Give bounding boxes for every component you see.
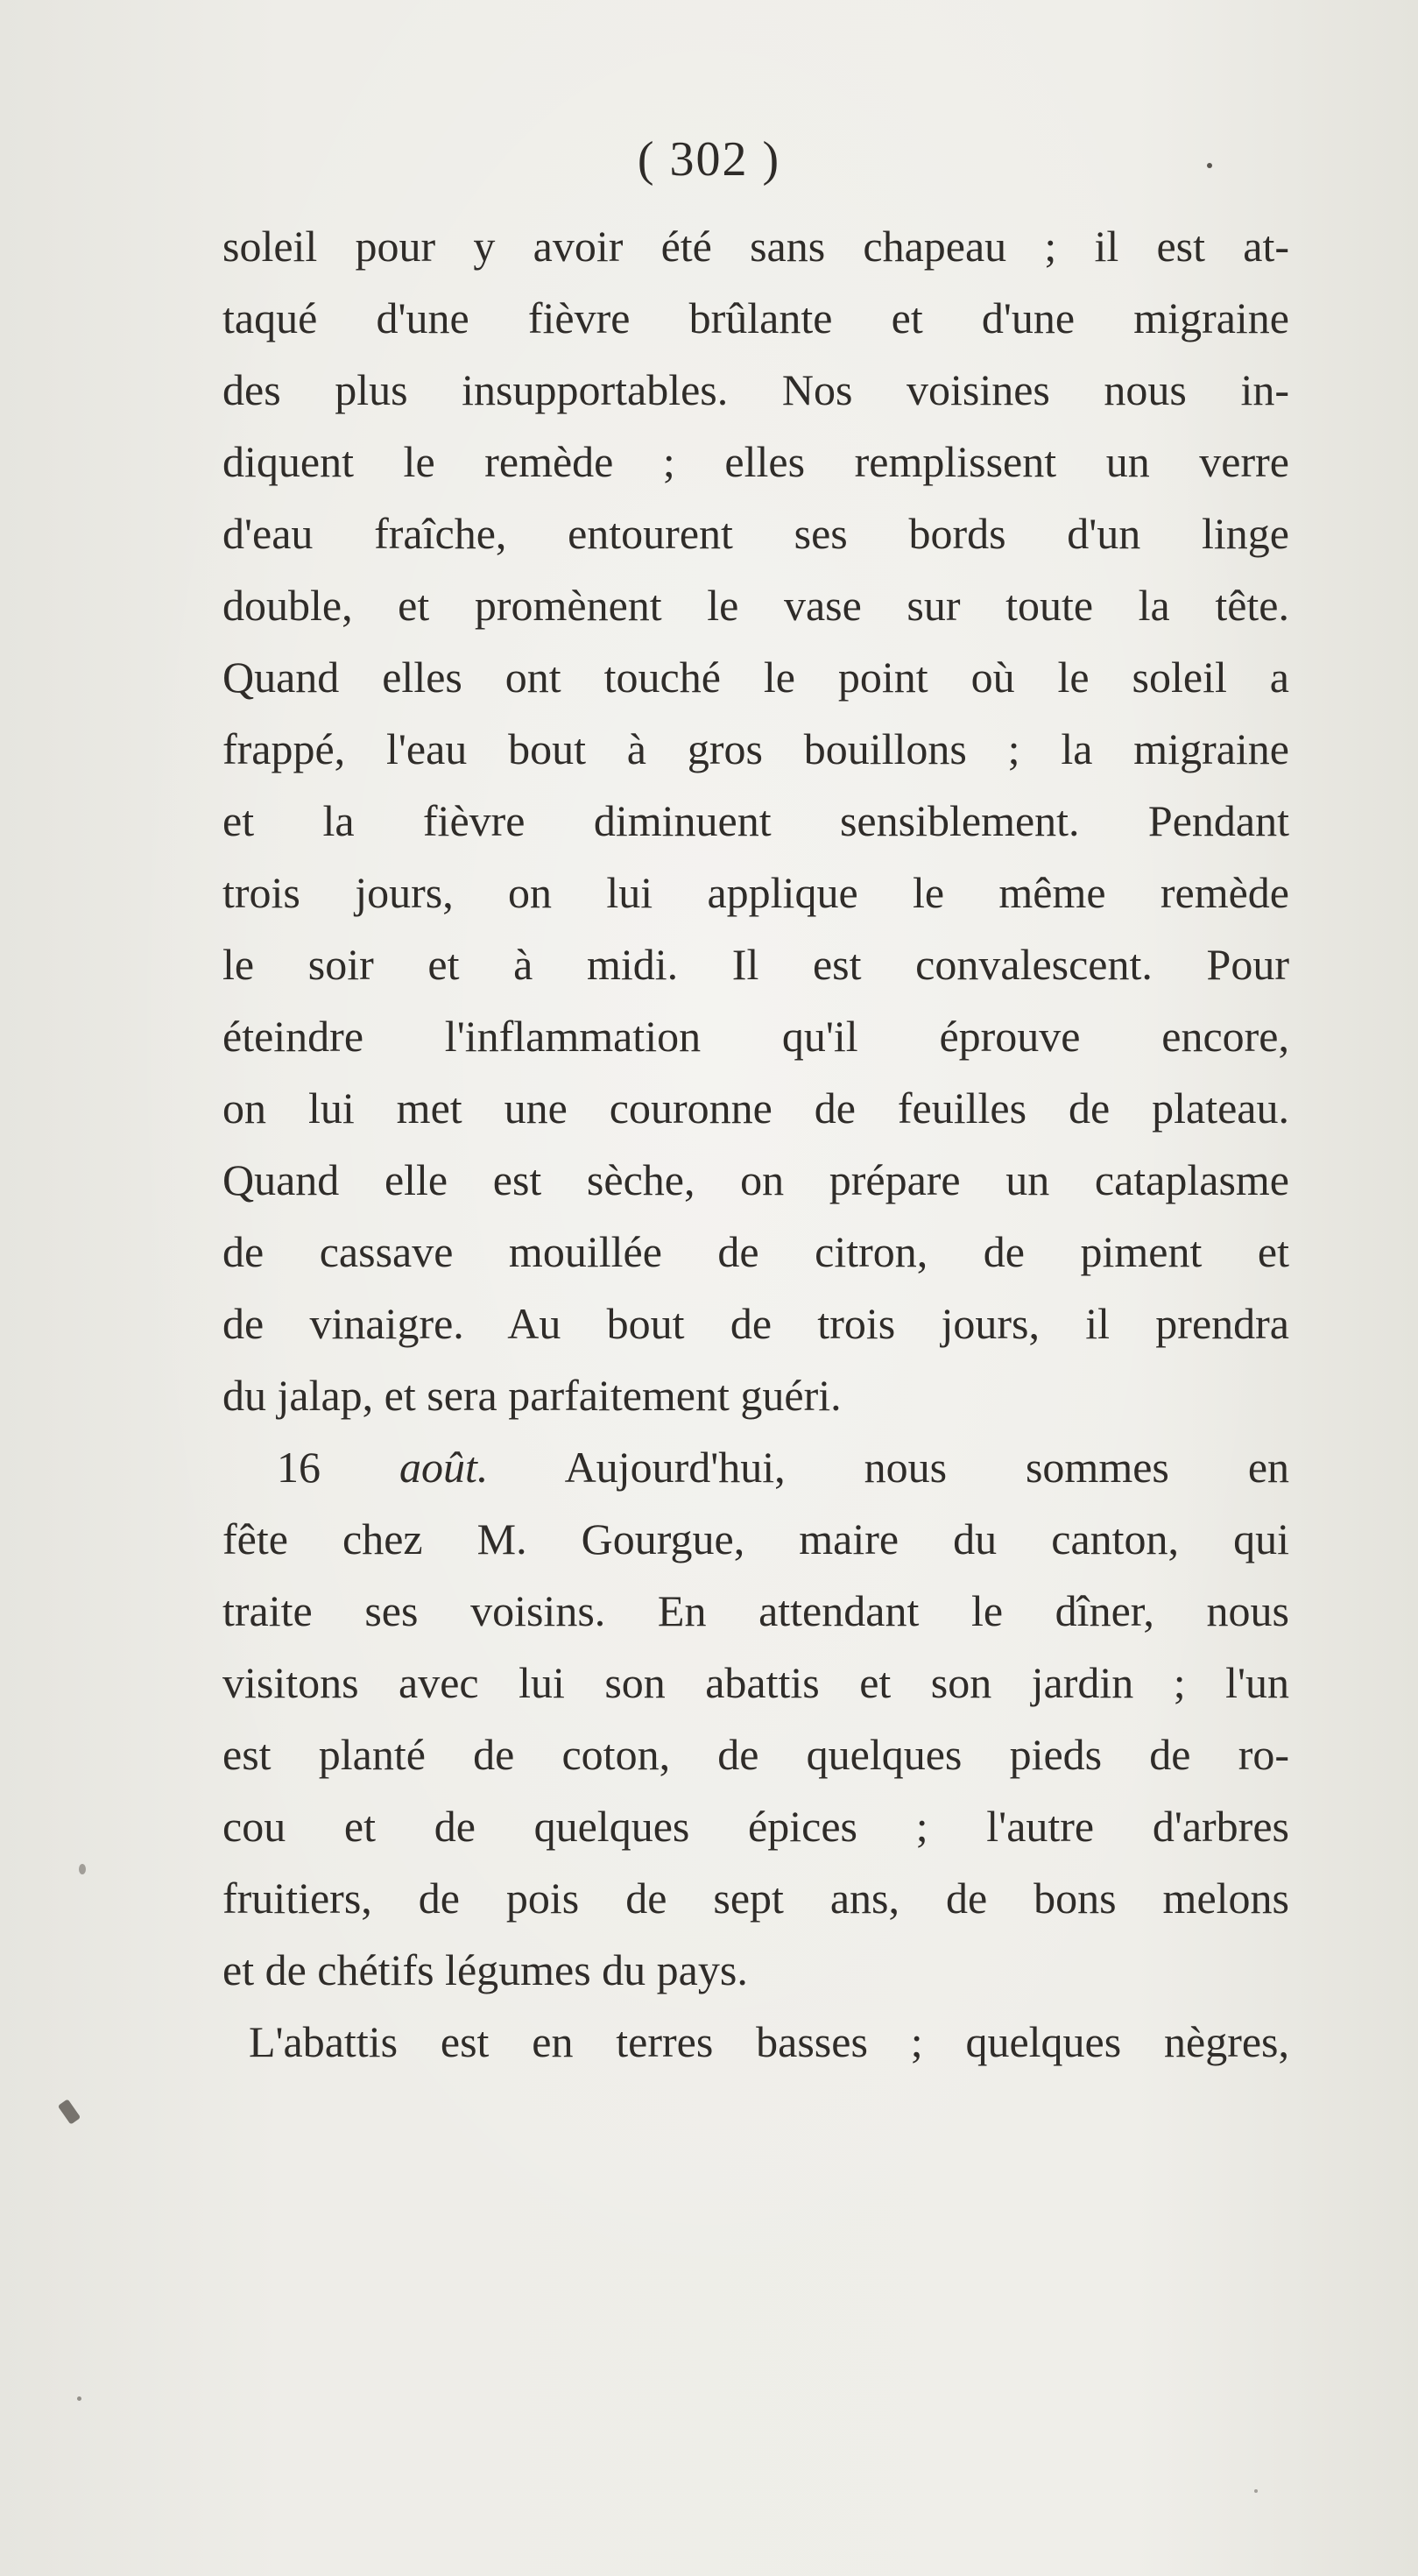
ink-speck (1254, 2489, 1258, 2493)
ink-speck (58, 2099, 81, 2124)
entry-text: Aujourd'hui, nous sommes en (564, 1443, 1290, 1492)
text-line: diquent le remède ; elles remplissent un verre (222, 437, 1289, 486)
text-line: des plus insupportables. Nos voisines nous in- (222, 365, 1289, 414)
entry-month: août. (399, 1443, 489, 1492)
text-line: fruitiers, de pois de sept ans, de bons melons (222, 1874, 1289, 1923)
ink-speck (77, 2396, 81, 2401)
text-line: le soir et à midi. Il est convalescent. Pour (222, 940, 1289, 989)
text-line: on lui met une couronne de feuilles de plateau. (222, 1083, 1289, 1133)
text-line: cou et de quelques épices ; l'autre d'arbres (222, 1802, 1289, 1851)
text-line: taqué d'une fièvre brûlante et d'une migraine (222, 293, 1289, 342)
text-line: L'abattis est en terres basses ; quelques nègres, (249, 2017, 1289, 2066)
text-line: soleil pour y avoir été sans chapeau ; il est at- (222, 222, 1289, 271)
text-line: double, et promènent le vase sur toute la tête. (222, 581, 1289, 630)
text-line: trois jours, on lui applique le même remède (222, 868, 1289, 917)
dated-entry-line (222, 1431, 1289, 1503)
text-line: du jalap, et sera parfaitement guéri. (222, 1371, 842, 1420)
page-number: ( 302 ) (637, 132, 781, 187)
ink-speck (79, 1864, 86, 1874)
text-line: frappé, l'eau bout à gros bouillons ; la migraine (222, 724, 1289, 773)
entry-day: 16 (277, 1443, 321, 1492)
text-line: est planté de coton, de quelques pieds de ro- (222, 1730, 1289, 1779)
ink-speck (1207, 163, 1212, 168)
text-line: d'eau fraîche, entourent ses bords d'un linge (222, 509, 1289, 558)
text-line: éteindre l'inflammation qu'il éprouve encore, (222, 1012, 1289, 1061)
text-line: traite ses voisins. En attendant le dîner, nous (222, 1586, 1289, 1635)
text-line: et la fièvre diminuent sensiblement. Pendant (222, 796, 1289, 845)
text-line: de cassave mouillée de citron, de piment et (222, 1227, 1289, 1276)
text-line: Quand elles ont touché le point où le soleil a (222, 653, 1289, 702)
text-line: et de chétifs légumes du pays. (222, 1945, 748, 1994)
text-line: visitons avec lui son abattis et son jardin ; l'un (222, 1658, 1289, 1707)
text-line: de vinaigre. Au bout de trois jours, il prendra (222, 1299, 1289, 1348)
text-line: Quand elle est sèche, on prépare un cataplasme (222, 1155, 1289, 1204)
text-line: fête chez M. Gourgue, maire du canton, qui (222, 1514, 1289, 1563)
body-text (222, 210, 1289, 2078)
